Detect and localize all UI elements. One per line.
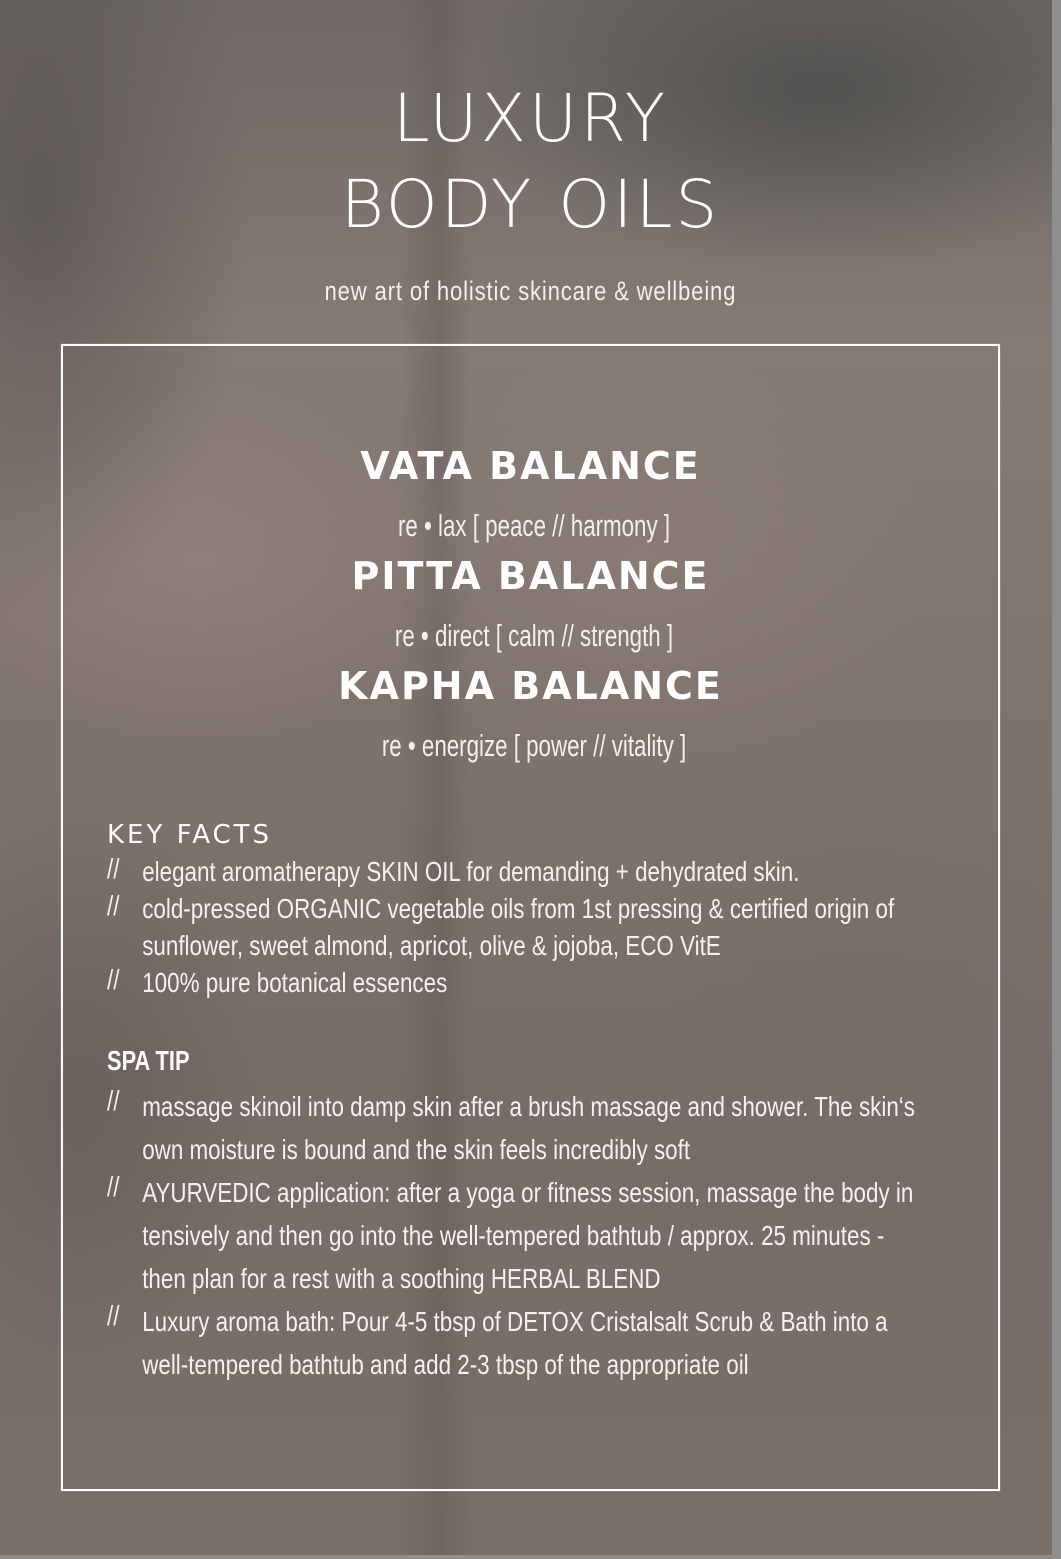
balance-tagline: re • energize [ power // vitality ] bbox=[381, 728, 687, 763]
list-item-text: own moisture is bound and the skin feels incredibly soft bbox=[142, 1134, 691, 1165]
list-item-text: cold-pressed ORGANIC vegetable oils from 1st pressing & certified origin of bbox=[142, 893, 895, 924]
list-item-text: 100% pure botanical essences bbox=[142, 967, 448, 998]
title-line-1: LUXURY bbox=[392, 80, 669, 157]
list-item-text: massage skinoil into damp skin after a brush massage and shower. The skin‘s bbox=[142, 1091, 915, 1122]
list-item bbox=[107, 964, 955, 1001]
title-line-2: BODY OILS bbox=[340, 166, 721, 243]
list-item-text: then plan for a rest with a soothing HERBAL BLEND bbox=[142, 1263, 661, 1294]
subtitle: new art of holistic skincare & wellbeing bbox=[324, 276, 737, 306]
bullet-slashes: // bbox=[107, 1300, 120, 1331]
list-item-text: well-tempered bathtub and add 2-3 tbsp of the appropriate oil bbox=[142, 1349, 749, 1380]
list-item bbox=[107, 1300, 955, 1386]
key-facts-heading: KEY FACTS bbox=[107, 820, 273, 850]
list-item bbox=[107, 853, 955, 890]
spa-tip-list bbox=[107, 1085, 955, 1386]
balance-heading: KAPHA BALANCE bbox=[338, 664, 723, 708]
balance-tagline: re • lax [ peace // harmony ] bbox=[397, 508, 671, 543]
spa-tip-heading: SPA TIP bbox=[107, 1045, 190, 1076]
balance-heading: PITTA BALANCE bbox=[351, 554, 710, 598]
list-item-text: tensively and then go into the well-tempered bathtub / approx. 25 minutes - bbox=[142, 1220, 885, 1251]
list-item bbox=[107, 890, 955, 964]
list-item bbox=[107, 1171, 955, 1300]
list-item bbox=[107, 1085, 955, 1171]
kapha-balance bbox=[0, 664, 1052, 766]
list-item-text: AYURVEDIC application: after a yoga or fitness session, massage the body in bbox=[142, 1177, 914, 1208]
balance-tagline: re • direct [ calm // strength ] bbox=[394, 618, 674, 653]
list-item-text: Luxury aroma bath: Pour 4-5 tbsp of DETOX Cristalsalt Scrub & Bath into a bbox=[142, 1306, 888, 1337]
bullet-slashes: // bbox=[107, 853, 120, 884]
key-facts-list bbox=[107, 853, 955, 1001]
pitta-balance bbox=[0, 554, 1052, 656]
bullet-slashes: // bbox=[107, 1085, 120, 1116]
list-item-text: sunflower, sweet almond, apricot, olive & jojoba, ECO VitE bbox=[142, 930, 721, 961]
list-item-text: elegant aromatherapy SKIN OIL for demanding + dehydrated skin. bbox=[142, 856, 800, 887]
bullet-slashes: // bbox=[107, 1171, 120, 1202]
bullet-slashes: // bbox=[107, 964, 120, 995]
balance-heading: VATA BALANCE bbox=[360, 444, 701, 488]
bullet-slashes: // bbox=[107, 890, 120, 921]
vata-balance bbox=[0, 444, 1052, 546]
